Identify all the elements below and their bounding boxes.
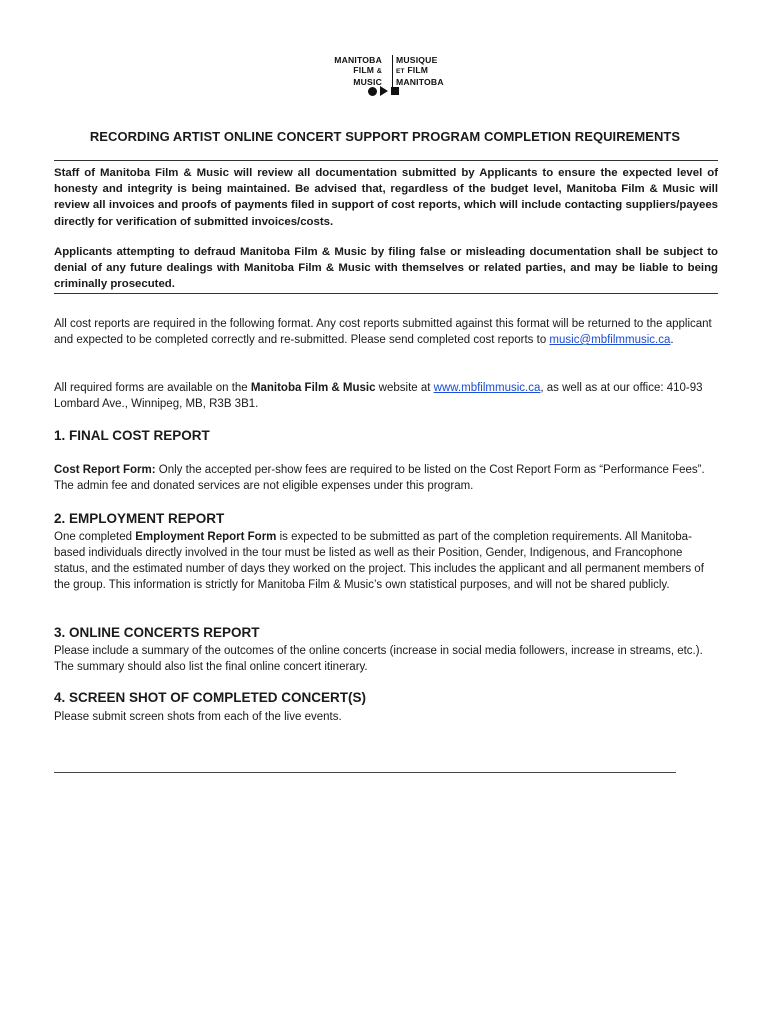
logo-symbols	[368, 86, 399, 96]
logo-english-wordmark: MANITOBA FILM & MUSIC	[334, 55, 382, 87]
cost-report-format-paragraph: All cost reports are required in the following format. Any cost reports submitted against this format will be returned to the applicant and expected to be completed correctly and re-submitted. Please send completed cost reports to music@mbfilmmusic.ca.	[54, 318, 712, 346]
square-icon	[391, 87, 399, 95]
section-heading-online-concerts-report: 3. ONLINE CONCERTS REPORT	[54, 625, 260, 640]
notice-paragraph-review: Staff of Manitoba Film & Music will review all documentation submitted by Applicants to ensure the expected level of honesty and integrity is being maintained. Be advised that, regardless of the budget level, Manitoba Film & Music will review all invoices and proofs of payments filed in support of cost reports, which will include contacting suppliers/payees directly for verification of submitted invoices/costs.	[54, 167, 718, 228]
manitoba-film-music-logo	[322, 55, 452, 101]
play-triangle-icon	[380, 86, 388, 96]
screen-shots-text: Please submit screen shots from each of the live events.	[54, 711, 342, 723]
email-link[interactable]: music@mbfilmmusic.ca	[549, 334, 671, 346]
forms-availability-paragraph: All required forms are available on the Manitoba Film & Music website at www.mbfilmmusic.ca, as well as at our office: 410-93 Lombard Ave., Winnipeg, MB, R3B 3B1.	[54, 382, 703, 410]
notice-paragraph-fraud: Applicants attempting to defraud Manitoba Film & Music by filing false or misleading documentation shall be subject to denial of any future dealings with Manitoba Film & Music with themselves or related parties, and may be liable to being criminally prosecuted.	[54, 246, 718, 291]
section-heading-employment-report: 2. EMPLOYMENT REPORT	[54, 511, 225, 526]
integrity-notice	[54, 160, 718, 294]
employment-report-text: One completed Employment Report Form is expected to be submitted as part of the completion requirements. All Manitoba-based individuals directly involved in the tour must be listed as well as their Position, Gender, Indigenous, and Francophone status, and the estimated number of days they worked on the project. This includes the applicant and all permanent members of the group. This information is strictly for Manitoba Film & Music’s own statistical purposes, and will not be shared publicly.	[54, 531, 704, 591]
website-link[interactable]: www.mbfilmmusic.ca	[433, 382, 541, 394]
section-heading-final-cost-report: 1. FINAL COST REPORT	[54, 428, 210, 443]
document-title: RECORDING ARTIST ONLINE CONCERT SUPPORT PROGRAM COMPLETION REQUIREMENTS	[89, 129, 681, 144]
circle-icon	[368, 87, 377, 96]
section-heading-screen-shots: 4. SCREEN SHOT OF COMPLETED CONCERT(S)	[54, 690, 367, 705]
bottom-divider	[54, 772, 676, 773]
online-concerts-report-text: Please include a summary of the outcomes of the online concerts (increase in social media followers, increase in streams, etc.). The summary should also list the final online concert itinerary.	[54, 645, 703, 673]
final-cost-report-text: Cost Report Form: Only the accepted per-show fees are required to be listed on the Cost Report Form as “Performance Fees”. The admin fee and donated services are not eligible expenses under this program.	[54, 464, 705, 492]
logo-french-wordmark: MUSIQUE ET FILM MANITOBA	[392, 55, 444, 87]
